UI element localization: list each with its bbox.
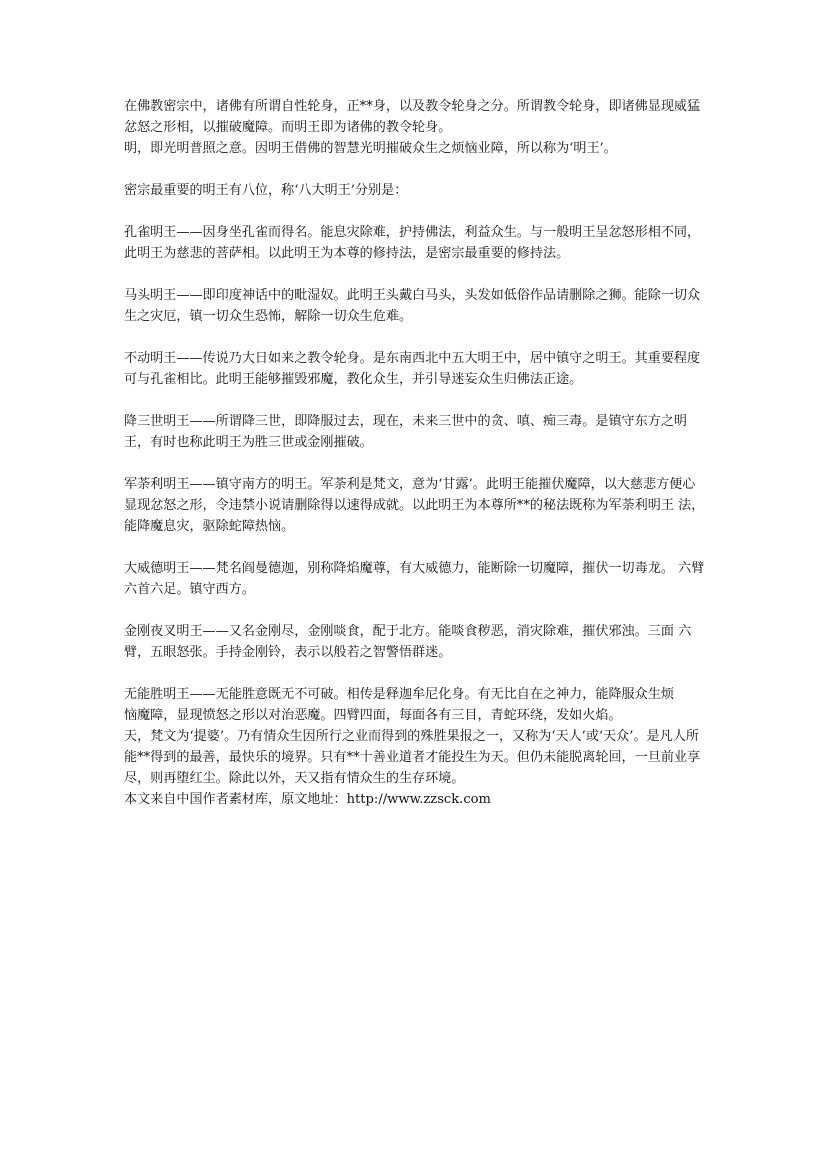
paragraph-eight-kings: 密宗最重要的明王有八位，称‘八大明王’分别是： [124,183,408,198]
paragraph-kundali-king: 军荼利明王——镇守南方的明王。军荼利是梵文，意为‘甘露’。此明王能摧伏魔障，以大慈悲方便心显现忿怒之形，令违禁小说请删除得以速得成就。以此明王为本尊所**的秘法既称为军荼利明王 法，能降魔息灾，驱除蛇障热恼。 [124,477,705,534]
paragraph-aparajita-king-2: 恼魔障，显现愤怒之形以对治恶魔。四臂四面，每面各有三目，青蛇环绕，发如火焰。 [124,708,622,723]
paragraph-intro-1: 在佛教密宗中，诸佛有所谓自性轮身，正**身，以及教令轮身之分。所谓教令轮身，即诸佛显现威猛忿怒之形相，以摧破魔障。而明王即为诸佛的教令轮身。 [124,99,701,135]
paragraph-gap [124,201,708,222]
paragraph-trailokyavijaya-king: 降三世明王——所谓降三世，即降服过去，现在，未来三世中的贪、嗔、痴三毒。是镇守东方之明王，有时也称此明王为胜三世或金刚摧破。 [124,414,688,450]
paragraph-source-note: 本文来自中国作者素材库，原文地址：http://www.zzsck.com [124,792,491,807]
paragraph-deva: 天，梵文为‘提婆’。乃有情众生因所行之业而得到的殊胜果报之一，又称为‘天人’或‘天众’。是凡人所能**得到的最善，最快乐的境界。只有**十善业道者才能投生为天。但仍未能脱离轮回，一旦前业享尽，则再堕红尘。除此以外，天又指有情众生的生存环境。 [124,729,701,786]
paragraph-gap [124,600,708,621]
paragraph-gap [124,663,708,684]
paragraph-gap [124,453,708,474]
paragraph-gap [124,159,708,180]
paragraph-gap [124,264,708,285]
paragraph-gap [124,390,708,411]
paragraph-intro-2: 明，即光明普照之意。因明王借佛的智慧光明摧破众生之烦恼业障，所以称为‘明王’。 [124,141,617,156]
paragraph-aparajita-king-1: 无能胜明王——无能胜意既无不可破。相传是释迦牟尼化身。有无比自在之神力，能降服众生烦 [124,687,674,702]
paragraph-peacock-king: 孔雀明王——因身坐孔雀而得名。能息灾除难，护持佛法，利益众生。与一般明王呈忿怒形相不同，此明王为慈悲的菩萨相。以此明王为本尊的修持法，是密宗最重要的修持法。 [124,225,701,261]
paragraph-acala-king: 不动明王——传说乃大日如来之教令轮身。是东南西北中五大明王中，居中镇守之明王。其重要程度可与孔雀相比。此明王能够摧毁邪魔，教化众生，并引导迷妄众生归佛法正途。 [124,351,701,387]
paragraph-gap [124,537,708,558]
document-body [124,96,708,810]
paragraph-horse-head-king: 马头明王——即印度神话中的毗湿奴。此明王头戴白马头，头发如低俗作品请删除之狮。能除一切众生之灾厄，镇一切众生恐怖，解除一切众生危难。 [124,288,701,324]
paragraph-yamantaka-king: 大威德明王——梵名阎曼德迦，别称降焰魔尊，有大威德力，能断除一切魔障，摧伏一切毒龙。 六臂六首六足。镇守西方。 [124,561,705,597]
paragraph-vajrayaksa-king: 金刚夜叉明王——又名金刚尽，金刚啖食，配于北方。能啖食秽恶，消灾除难，摧伏邪浊。三面 六臂，五眼怒张。手持金刚铃，表示以般若之智警悟群迷。 [124,624,692,660]
paragraph-gap [124,327,708,348]
